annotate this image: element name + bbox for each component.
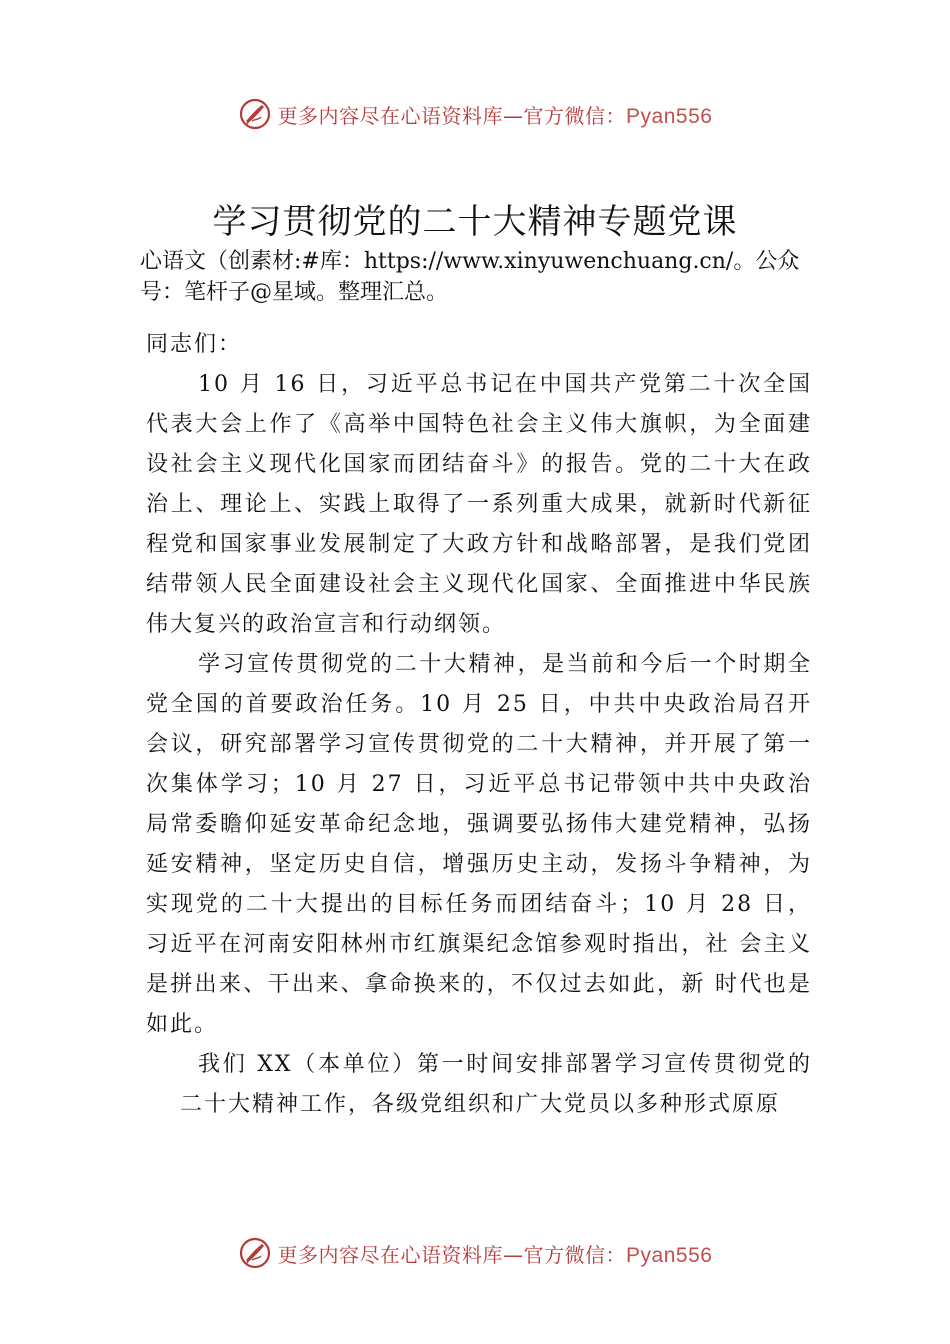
wechat-account: Pyan556 [626,104,713,128]
header-banner [0,94,950,134]
source-note: 心语文（创素材:#库：https://www.xinyuwenchuang.cn/。公众号：笔杆子@星域。整理汇总。 [140,249,800,305]
paragraph: 我们 XX（本单位）第一时间安排部署学习宣传贯彻党的二十大精神工作，各级党组织和广大党员以多种形式原原 [180,1052,812,1117]
wechat-account: Pyan556 [626,1243,713,1267]
paragraph: 学习宣传贯彻党的二十大精神，是当前和今后一个时期全党全国的首要政治任务。10 月 25 日，中共中央政治局召开会议，研究部署学习宣传贯彻党的二十大精神，并开展了第一次集体学习；10 月 27 日，习近平总书记带领中共中央政治局常委瞻仰延安革命纪念地，强调要弘扬伟大建党精神，弘扬延安精神，坚定历史自信，增强历史主动，发扬斗争精神，为实现党的二十大提出的目标任务而团结奋斗；10 月 28 日，习近平在河南安阳林州市红旗渠纪念馆参观时指出，社 会主义是拼出来、干出来、拿命换来的，不仅过去如此，新 时代也是如此。 [146,652,812,1037]
footer-banner [0,1233,950,1273]
pen-logo-icon [238,1236,272,1270]
salutation: 同志们： [146,332,243,357]
pen-logo-icon [238,97,272,131]
banner-text: 更多内容尽在心语资料库—官方微信：Pyan556 [277,103,713,128]
banner-text: 更多内容尽在心语资料库—官方微信：Pyan556 [277,1242,713,1267]
page-title: 学习贯彻党的二十大精神专题党课 [212,202,738,242]
document-body [146,325,812,1125]
paragraph: 10 月 16 日，习近平总书记在中国共产党第二十次全国代表大会上作了《高举中国特色社会主义伟大旗帜，为全面建设社会主义现代化国家而团结奋斗》的报告。党的二十大在政治上、理论上、实践上取得了一系列重大成果，就新时代新征程党和国家事业发展制定了大政方针和战略部署，是我们党团结带领人民全面建设社会主义现代化国家、全面推进中华民族伟大复兴的政治宣言和行动纲领。 [146,372,812,637]
